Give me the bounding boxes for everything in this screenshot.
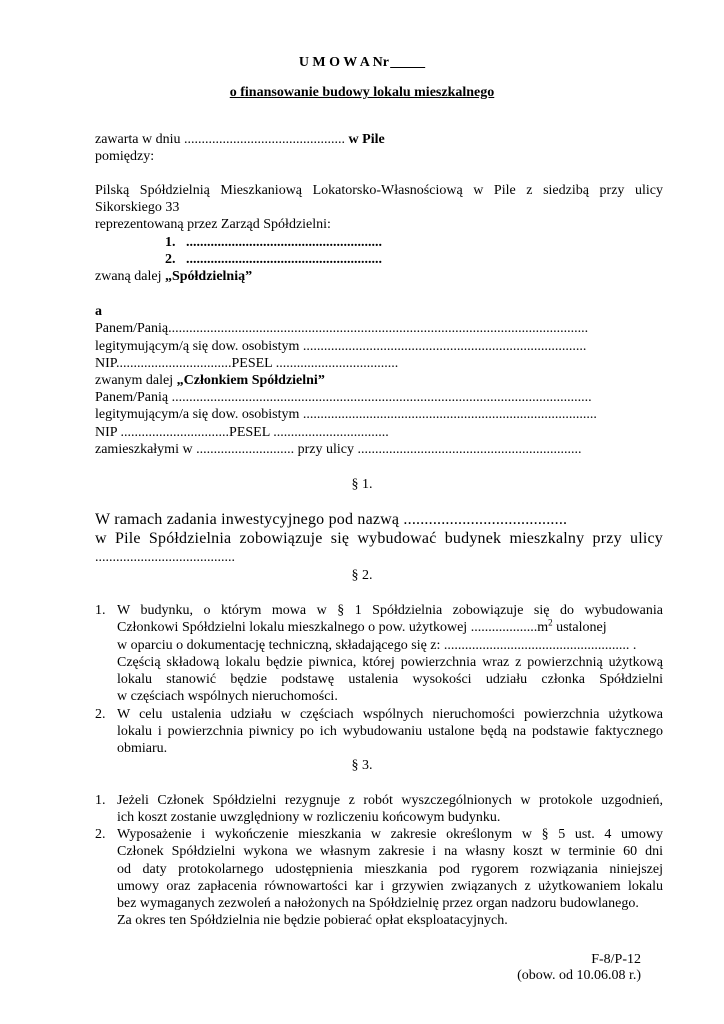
member-called-prefix: zwanym dalej: [95, 373, 174, 388]
section-3-item-2-line-5: bez wymaganych zezwoleń a nałożonych na Spółdzielnię przez organ nadzoru budowlanego.: [117, 896, 639, 911]
form-valid-date: (obow. od 10.06.08 r.): [517, 968, 641, 983]
section-1-line-2: w Pile Spółdzielnia zobowiązuje się wybudować budynek mieszkalny przy ulicy: [95, 530, 663, 547]
title-heading: U M O W A Nr: [298, 55, 389, 70]
coop-called: [95, 268, 252, 285]
coop-represented: reprezentowaną przez Zarząd Spółdzielni:: [95, 217, 331, 232]
member-residing: zamieszkałymi w ............................ przy ulicy ................................................................: [95, 442, 582, 457]
representative-1: [165, 234, 382, 251]
member-name-2: Panem/Panią ........................................................................................................................: [95, 390, 592, 405]
representative-1-field: ........................................................: [186, 235, 382, 250]
concluded-place: w Pile: [348, 132, 385, 147]
title-number-blank: [390, 55, 425, 70]
section-2-item-1-line-2: [117, 619, 607, 636]
area-unit-superscript: 2: [548, 617, 553, 628]
member-id-1: legitymującym/ą się dow. osobistym .................................................................................: [95, 339, 587, 354]
section-2-item-1-line-6: w częściach wspólnych nieruchomości.: [117, 689, 338, 704]
representative-2-number: 2.: [165, 252, 176, 267]
section-1-heading: § 1.: [351, 477, 373, 492]
section-3-item-1-line-1: Jeżeli Członek Spółdzielni rezygnuje z robót wyszczególnionych w protokole uzgodnień,: [117, 793, 663, 808]
between-label: pomiędzy:: [95, 149, 155, 164]
member-id-2: legitymującym/a się dow. osobistym ....................................................................................: [95, 407, 597, 422]
form-code: F-8/P-12: [591, 952, 641, 967]
section-3-item-1-number: 1.: [95, 793, 106, 808]
section-2-item-1-line-4: Częścią składową lokalu będzie piwnica, której powierzchnia wraz z powierzchnią użytkową: [117, 655, 663, 670]
representative-2-field: ........................................................: [186, 252, 382, 267]
section-3-item-2-line-3: od daty protokolarnego udostępnienia mieszkania pod rygorem rozwiązania niniejszej: [117, 862, 663, 877]
representative-1-number: 1.: [165, 235, 176, 250]
member-called: [95, 372, 325, 389]
section-2-item-2-line-2: lokalu i powierzchnia piwnicy po ich wybudowaniu ustalone będą na podstawie faktycznego: [117, 724, 663, 739]
section-2-item-1-line-3: w oparciu o dokumentację techniczną, składającego się z: ..................................................... .: [117, 638, 637, 653]
area-field: Członkowi Spółdzielni lokalu mieszkalnego o pow. użytkowej ...................m: [117, 620, 549, 635]
section-3-item-2-line-6: Za okres ten Spółdzielnia nie będzie pobierać opłat eksploatacyjnych.: [117, 913, 508, 928]
section-3-item-2-line-4: umowy oraz zapłacenia równowartości kar i grzywien związanych z użytkowaniem lokalu: [117, 879, 663, 894]
document-title: [0, 54, 724, 71]
document-subtitle: o finansowanie budowy lokalu mieszkalnego: [229, 85, 495, 100]
representative-2: [165, 251, 382, 268]
concluded-line: [95, 131, 385, 148]
section-3-item-2-line-2: Członek Spółdzielni wykona we własnym zakresie i na własny koszt w terminie 60 dni: [117, 844, 663, 859]
section-2-item-1-line-1: W budynku, o którym mowa w § 1 Spółdzielnia zobowiązuje się do wybudowania: [117, 603, 663, 618]
section-3-item-2-line-1: Wyposażenie i wykończenie mieszkania w zakresie określonym w § 5 ust. 4 umowy: [117, 827, 663, 842]
section-2-item-1-line-5: lokalu stanowić będzie podstawę ustalenia wysokości udziału członka Spółdzielni: [117, 672, 663, 687]
member-name-1: Panem/Panią........................................................................................................................: [95, 321, 589, 336]
section-2-item-1-number: 1.: [95, 603, 106, 618]
coop-line-2: Sikorskiego 33: [95, 200, 180, 215]
section-2-item-2-line-3: obmiaru.: [117, 741, 168, 756]
section-2-item-2-number: 2.: [95, 707, 106, 722]
section-3-item-2-number: 2.: [95, 827, 106, 842]
concluded-date: zawarta w dniu ..............................................: [95, 132, 346, 147]
coop-line-1: Pilską Spółdzielnią Mieszkaniową Lokatorsko-Własnościową w Pile z siedzibą przy ulicy: [95, 183, 663, 198]
section-1-line-3: ........................................: [95, 550, 235, 565]
and-label: a: [95, 304, 102, 319]
member-nip-2: NIP ...............................PESEL .................................: [95, 425, 389, 440]
coop-called-prefix: zwaną dalej: [95, 269, 162, 284]
member-called-name: „Członkiem Spółdzielni”: [176, 373, 325, 388]
section-2-heading: § 2.: [351, 568, 373, 583]
coop-called-name: „Spółdzielnią”: [164, 269, 253, 284]
area-suffix: ustalonej: [552, 620, 607, 635]
section-1-line-1: W ramach zadania inwestycyjnego pod nazwą .......................................: [95, 511, 568, 528]
member-nip-1: NIP.................................PESEL ...................................: [95, 356, 399, 371]
section-2-item-2-line-1: W celu ustalenia udziału w częściach wspólnych nieruchomości powierzchnia użytkowa: [117, 707, 663, 722]
section-3-item-1-line-2: ich koszt zostanie uwzględniony w rozliczeniu końcowym budynku.: [117, 810, 501, 825]
section-3-heading: § 3.: [351, 758, 373, 773]
